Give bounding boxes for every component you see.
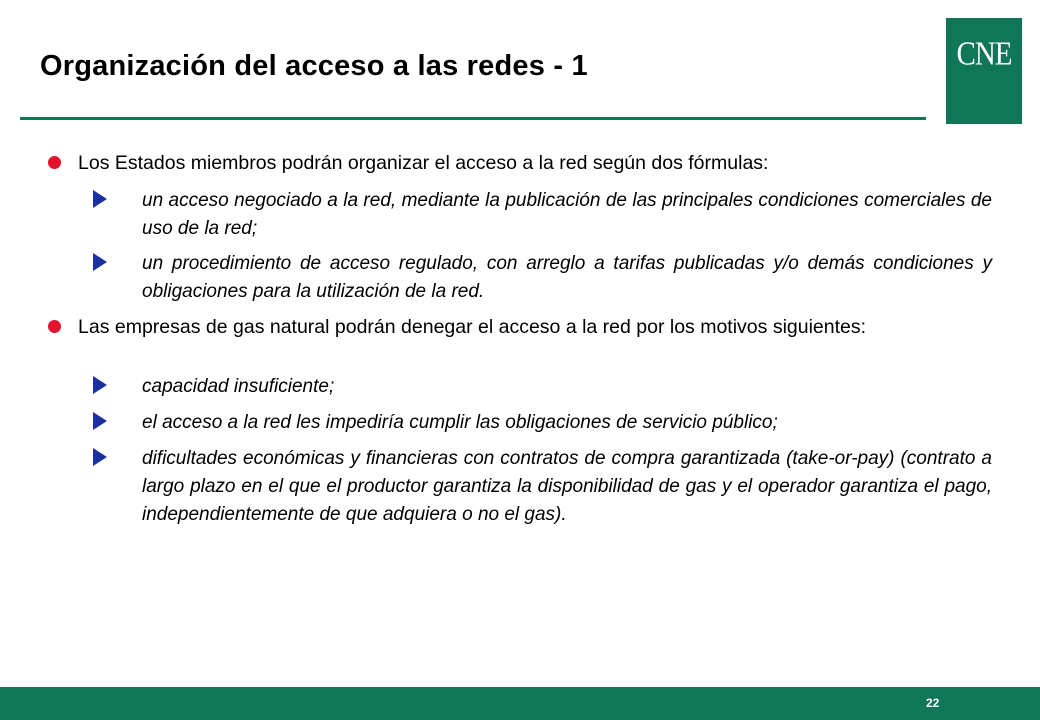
sub-bullet-text: el acceso a la red les impediría cumplir las obligaciones de servicio público; <box>142 412 778 433</box>
arrow-right-icon <box>93 190 107 208</box>
arrow-right-icon <box>93 412 107 430</box>
page-number: 22 <box>926 696 940 710</box>
sub-bullet-text: capacidad insuficiente; <box>142 376 335 397</box>
footer-bar <box>0 687 1040 720</box>
cne-logo <box>946 18 1022 124</box>
bullet-text: Las empresas de gas natural podrán denegar el acceso a la red por los motivos siguientes: <box>78 316 867 338</box>
arrow-right-icon <box>93 253 107 271</box>
title-divider <box>20 117 926 120</box>
bullet-dot-icon <box>48 320 61 333</box>
bullet-text: Los Estados miembros podrán organizar el acceso a la red según dos fórmulas: <box>78 152 769 174</box>
slide-title: Organización del acceso a las redes - 1 <box>40 50 588 82</box>
logo-text: CNE <box>956 35 1012 73</box>
arrow-right-icon <box>93 376 107 394</box>
arrow-right-icon <box>93 448 107 466</box>
bullet-dot-icon <box>48 156 61 169</box>
sub-bullet-text: dificultades económicas y financieras con contratos de compra garantizada (take-or-pay) (contrato a largo plazo en el que el productor garantiza la disponibilidad de gas y el operador garantiza el pago, independientemente de que adquiera o no el gas). <box>142 448 992 525</box>
sub-bullet-text: un procedimiento de acceso regulado, con arreglo a tarifas publicadas y/o demás condiciones y obligaciones para la utilización de la red. <box>142 253 992 302</box>
sub-bullet-text: un acceso negociado a la red, mediante la publicación de las principales condiciones comerciales de uso de la red; <box>142 190 992 239</box>
